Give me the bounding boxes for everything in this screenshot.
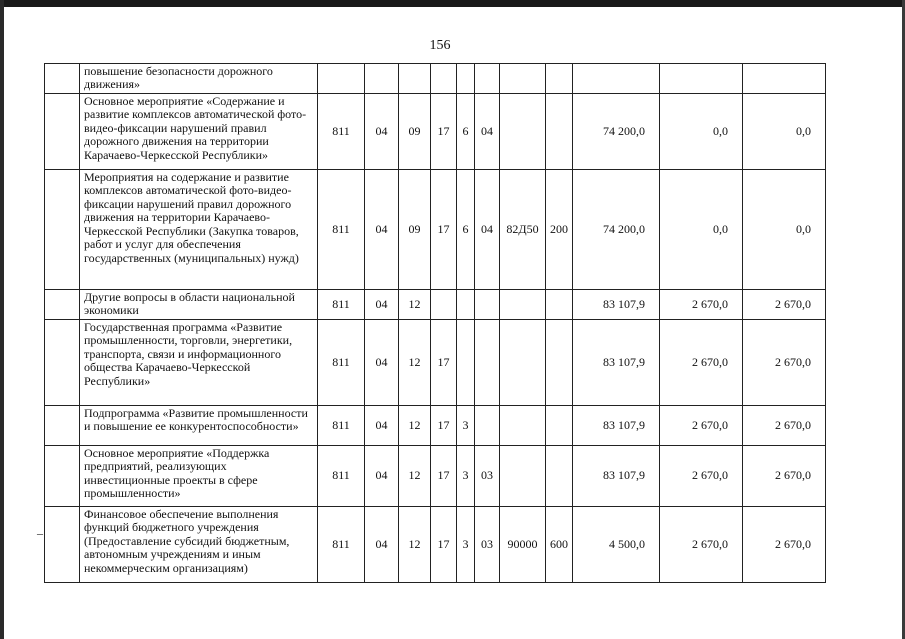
expense-type-cell [546, 93, 573, 169]
row-number-cell [45, 169, 80, 289]
event-code-cell: 03 [475, 445, 500, 506]
budget-code-cell: 811 [318, 289, 365, 319]
amount-year2-cell: 2 670,0 [660, 405, 743, 445]
subprogram-code-cell: 3 [457, 506, 475, 582]
program-code-cell: 17 [431, 319, 457, 405]
row-number-cell [45, 289, 80, 319]
event-code-cell: 04 [475, 93, 500, 169]
amount-year1-cell: 83 107,9 [573, 405, 660, 445]
direction-code-cell: 90000 [500, 506, 546, 582]
amount-year3-cell: 2 670,0 [743, 506, 826, 582]
row-number-cell [45, 405, 80, 445]
budget-code-cell: 811 [318, 319, 365, 405]
expense-type-cell: 200 [546, 169, 573, 289]
direction-code-cell [500, 289, 546, 319]
table-row [45, 445, 826, 506]
amount-year3-cell: 2 670,0 [743, 405, 826, 445]
event-code-cell: 04 [475, 169, 500, 289]
table-row [45, 93, 826, 169]
program-code-cell [431, 289, 457, 319]
amount-year3-cell: 0,0 [743, 93, 826, 169]
amount-year1-cell: 74 200,0 [573, 93, 660, 169]
budget-code-cell: 811 [318, 506, 365, 582]
program-code-cell: 17 [431, 93, 457, 169]
event-code-cell [475, 319, 500, 405]
subprogram-code-cell [457, 64, 475, 94]
table-row [45, 289, 826, 319]
event-code-cell [475, 405, 500, 445]
expense-type-cell [546, 289, 573, 319]
amount-year3-cell: 2 670,0 [743, 289, 826, 319]
amount-year1-cell: 74 200,0 [573, 169, 660, 289]
scan-top-edge [0, 0, 905, 7]
event-code-cell [475, 289, 500, 319]
margin-mark: – [37, 526, 43, 540]
amount-year3-cell: 0,0 [743, 169, 826, 289]
table-row [45, 169, 826, 289]
item-name-cell: повышение безопасности дорожного движения» [80, 64, 318, 94]
item-name-cell: Основное мероприятие «Содержание и развитие комплексов автоматической фото-видео-фиксации нарушений правил дорожного движения на территории Карачаево-Черкесской Республики» [80, 93, 318, 169]
budget-code-cell: 811 [318, 445, 365, 506]
subsection-code-cell: 12 [399, 289, 431, 319]
table-row [45, 319, 826, 405]
budget-code-cell: 811 [318, 169, 365, 289]
item-name-cell: Финансовое обеспечение выполнения функций бюджетного учреждения (Предоставление субсидий бюджетным, автономным учреждениям и иным некоммерческим организациям) [80, 506, 318, 582]
direction-code-cell [500, 64, 546, 94]
amount-year2-cell: 2 670,0 [660, 289, 743, 319]
expense-type-cell [546, 64, 573, 94]
expense-type-cell [546, 405, 573, 445]
section-code-cell [365, 64, 399, 94]
amount-year2-cell: 2 670,0 [660, 319, 743, 405]
amount-year2-cell: 2 670,0 [660, 506, 743, 582]
amount-year1-cell: 4 500,0 [573, 506, 660, 582]
expense-type-cell [546, 319, 573, 405]
table-row [45, 64, 826, 94]
section-code-cell: 04 [365, 319, 399, 405]
budget-code-cell: 811 [318, 93, 365, 169]
amount-year1-cell [573, 64, 660, 94]
row-number-cell [45, 445, 80, 506]
table-row [45, 405, 826, 445]
row-number-cell [45, 93, 80, 169]
subprogram-code-cell: 6 [457, 93, 475, 169]
amount-year1-cell: 83 107,9 [573, 445, 660, 506]
subprogram-code-cell: 3 [457, 405, 475, 445]
program-code-cell: 17 [431, 405, 457, 445]
direction-code-cell: 82Д50 [500, 169, 546, 289]
table-row [45, 506, 826, 582]
row-number-cell [45, 319, 80, 405]
section-code-cell: 04 [365, 405, 399, 445]
subprogram-code-cell: 6 [457, 169, 475, 289]
row-number-cell [45, 64, 80, 94]
budget-code-cell: 811 [318, 405, 365, 445]
subsection-code-cell: 09 [399, 169, 431, 289]
budget-table [44, 63, 826, 583]
item-name-cell: Другие вопросы в области национальной экономики [80, 289, 318, 319]
amount-year3-cell: 2 670,0 [743, 445, 826, 506]
direction-code-cell [500, 445, 546, 506]
program-code-cell [431, 64, 457, 94]
amount-year3-cell [743, 64, 826, 94]
direction-code-cell [500, 405, 546, 445]
subsection-code-cell: 12 [399, 506, 431, 582]
amount-year1-cell: 83 107,9 [573, 289, 660, 319]
program-code-cell: 17 [431, 445, 457, 506]
page-number: 156 [429, 38, 451, 53]
amount-year2-cell [660, 64, 743, 94]
subsection-code-cell [399, 64, 431, 94]
subprogram-code-cell: 3 [457, 445, 475, 506]
item-name-cell: Подпрограмма «Развитие промышленности и повышение ее конкурентоспособности» [80, 405, 318, 445]
section-code-cell: 04 [365, 169, 399, 289]
item-name-cell: Государственная программа «Развитие промышленности, торговли, энергетики, транспорта, связи и информационного общества Карачаево-Черкесской Республики» [80, 319, 318, 405]
amount-year3-cell: 2 670,0 [743, 319, 826, 405]
budget-code-cell [318, 64, 365, 94]
expense-type-cell: 600 [546, 506, 573, 582]
item-name-cell: Мероприятия на содержание и развитие комплексов автоматической фото-видео-фиксации нарушений правил дорожного движения на территории Карачаево-Черкесской Республики (Закупка товаров, работ и услуг для обеспечения государственных (муниципальных) нужд) [80, 169, 318, 289]
event-code-cell: 03 [475, 506, 500, 582]
event-code-cell [475, 64, 500, 94]
section-code-cell: 04 [365, 445, 399, 506]
subsection-code-cell: 12 [399, 445, 431, 506]
subprogram-code-cell [457, 289, 475, 319]
direction-code-cell [500, 319, 546, 405]
scan-left-edge [0, 0, 4, 639]
section-code-cell: 04 [365, 289, 399, 319]
item-name-cell: Основное мероприятие «Поддержка предприятий, реализующих инвестиционные проекты в сфере промышленности» [80, 445, 318, 506]
subsection-code-cell: 12 [399, 319, 431, 405]
row-number-cell [45, 506, 80, 582]
subsection-code-cell: 09 [399, 93, 431, 169]
direction-code-cell [500, 93, 546, 169]
section-code-cell: 04 [365, 506, 399, 582]
amount-year1-cell: 83 107,9 [573, 319, 660, 405]
expense-type-cell [546, 445, 573, 506]
program-code-cell: 17 [431, 169, 457, 289]
amount-year2-cell: 2 670,0 [660, 445, 743, 506]
subprogram-code-cell [457, 319, 475, 405]
program-code-cell: 17 [431, 506, 457, 582]
amount-year2-cell: 0,0 [660, 169, 743, 289]
amount-year2-cell: 0,0 [660, 93, 743, 169]
section-code-cell: 04 [365, 93, 399, 169]
subsection-code-cell: 12 [399, 405, 431, 445]
